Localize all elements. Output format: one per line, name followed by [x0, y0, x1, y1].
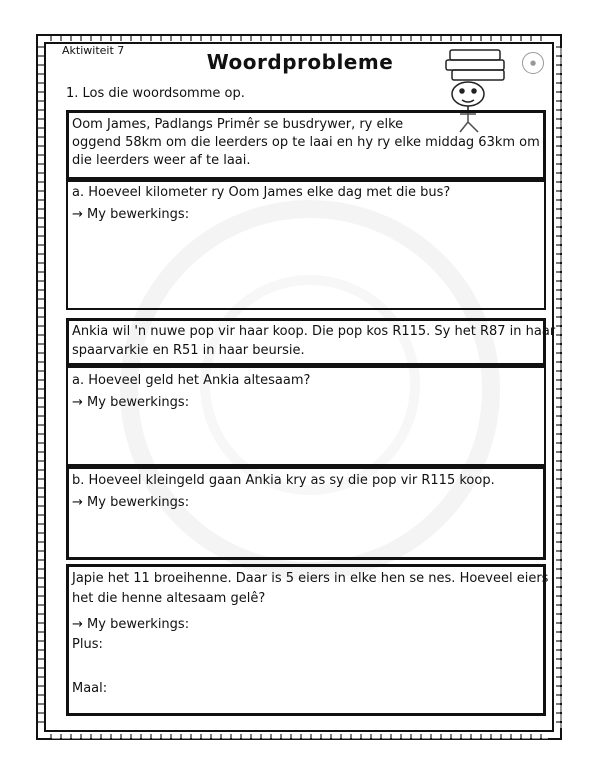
- problem3-times-label: Maal:: [72, 681, 108, 696]
- brand-stamp-icon: ●: [522, 52, 544, 74]
- problem1-line1: Oom James, Padlangs Primêr se busdrywer, ry elke: [72, 117, 404, 132]
- left-decorative-strip: [38, 46, 44, 728]
- problem2-line1: Ankia wil 'n nuwe pop vir haar koop. Die pop kos R115. Sy het R87 in haar: [72, 324, 556, 339]
- activity-label: Aktiwiteit 7: [62, 44, 125, 57]
- problem3-plus-label: Plus:: [72, 637, 103, 652]
- problem2a-work-label: → My bewerkings:: [72, 395, 190, 410]
- page-title: Woordprobleme: [206, 50, 394, 74]
- problem1-line3: die leerders weer af te laai.: [72, 153, 251, 168]
- problem2b-work-label: → My bewerkings:: [72, 495, 190, 510]
- problem2a-question: a. Hoeveel geld het Ankia altesaam?: [72, 373, 311, 388]
- problem3-work-label: → My bewerkings:: [72, 617, 190, 632]
- problem3-line2: het die henne altesaam gelê?: [72, 591, 266, 606]
- problem2-line2: spaarvarkie en R51 in haar beursie.: [72, 343, 305, 358]
- problem2b-question: b. Hoeveel kleingeld gaan Ankia kry as sy die pop vir R115 koop.: [72, 473, 495, 488]
- bottom-decorative-strip: [50, 734, 548, 739]
- problem1-work-label: → My bewerkings:: [72, 207, 190, 222]
- instruction-text: 1. Los die woordsomme op.: [66, 86, 245, 101]
- problem1-line2: oggend 58km om die leerders op te laai en hy ry elke middag 63km om: [72, 135, 540, 150]
- problem1-question: a. Hoeveel kilometer ry Oom James elke dag met die bus?: [72, 185, 451, 200]
- right-decorative-strip: [556, 46, 562, 728]
- top-decorative-strip: [50, 36, 548, 41]
- problem3-line1: Japie het 11 broeihenne. Daar is 5 eiers in elke hen se nes. Hoeveel eiers: [72, 571, 549, 586]
